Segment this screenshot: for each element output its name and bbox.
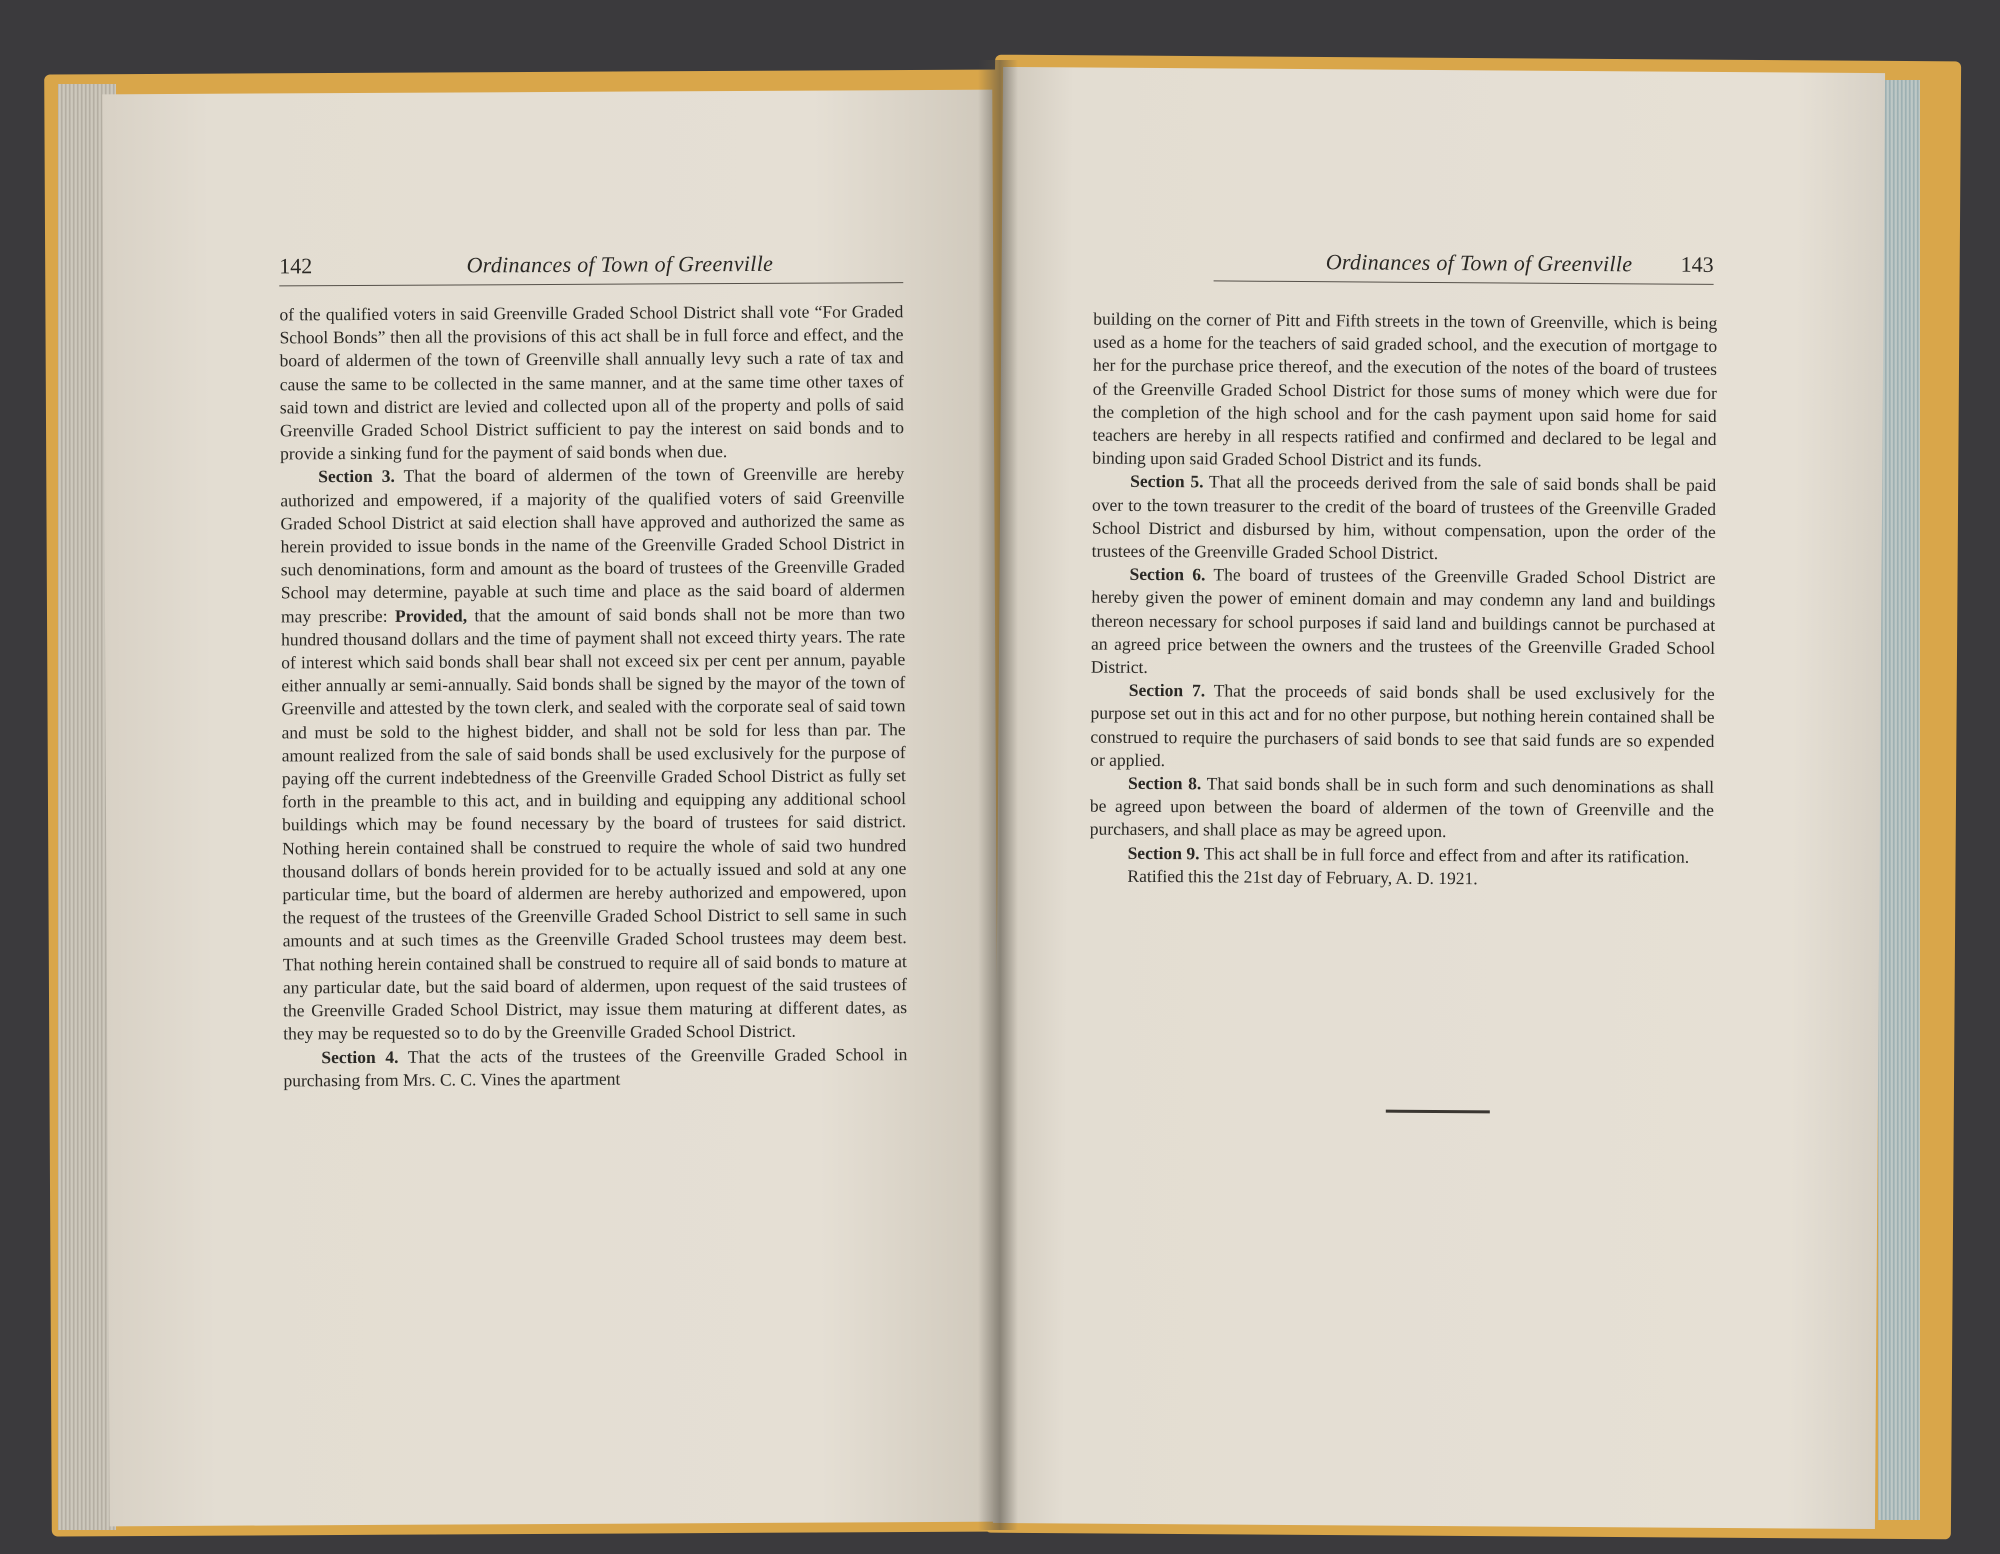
- running-title: Ordinances of Town of Greenville: [466, 250, 774, 278]
- section-label: Section 8.: [1128, 772, 1202, 794]
- right-page-body: [1089, 308, 1717, 892]
- end-rule: [1386, 1110, 1490, 1114]
- running-title: Ordinances of Town of Greenville: [1325, 249, 1633, 277]
- left-page-body: [279, 300, 907, 1092]
- ratification-line: Ratified this the 21st day of February, A. D. 1921.: [1127, 865, 1478, 889]
- section-label: Section 4.: [321, 1046, 399, 1067]
- section-text: That all the proceeds derived from the sale of said bonds shall be paid over to the town treasurer to the credit of the board of trustees of the Greenville Graded School District and disbursed by him, without compensation, upon the order of the trustees of the Greenville Graded School District.: [1091, 471, 1717, 564]
- section-text: that the amount of said bonds shall not be more than two hundred thousand dollars and the time of payment shall not exceed thirty years. The rate of interest which said bonds shall bear shall not exceed six per cent per annum, payable either annually ar semi-annually. Said bonds shall be signed by the mayor of the town of Greenville and attested by the town clerk, and sealed with the corporate seal of said town and must be sold to the highest bidder, and shall not be sold for less than par. The amount realized from the sale of said bonds shall be used exclusively for the purpose of paying off the current indebtedness of the Greenville Graded School District as fully set forth in the preamble to this act, and in building and equipping any additional school buildings which may be found necessary by the board of trustees for said district. Nothing herein contained shall be construed to require the whole of said two hundred thousand dollars of bonds herein provided for to be actually issued and sold at any one particular time, but the board of aldermen are hereby authorized and empowered, upon the request of the trustees of the Greenville Graded School District to sell same in such amounts and at such times as the Greenville Graded School trustees may deem best. That nothing herein contained shall be construed to require all of said bonds to mature at any particular date, but the said board of aldermen, upon request of the said trustees of the Greenville Graded School District, may issue them maturing at different dates, as they may be requested so to do by the Greenville Graded School District.: [281, 602, 908, 1044]
- paragraph-continuation: of the qualified voters in said Greenville Graded School District shall vote “For Graded School Bonds” then all the provisions of this act shall be in full force and effect, and the board of aldermen of the town of Greenville shall annually levy such a rate of tax and cause the same to be collected in the same manner, and at the same time other taxes of said town and district are levied and collected upon all of the property and polls of said Greenville Graded School District sufficient to pay the interest on said bonds and to provide a sinking fund for the payment of said bonds when due.: [279, 301, 905, 464]
- left-page-header: [279, 250, 903, 286]
- paragraph-section-7: [1090, 679, 1715, 776]
- section-text: That the board of aldermen of the town of Greenville are hereby authorized and empowered, if a majority of the qualified voters of said Greenville Graded School District at said election shall have approved and authorized the same as herein provided to issue bonds in the name of the Greenville Graded School District in such denominations, form and amount as the board of trustees of the Greenville Graded School may determine, payable at such time and place as the said board of aldermen may prescribe:: [280, 463, 905, 627]
- section-label: Section 7.: [1128, 680, 1206, 701]
- section-label: Section 6.: [1129, 564, 1206, 585]
- paragraph-section-5: [1092, 470, 1717, 567]
- section-text: This act shall be in full force and effect from and after its ratification.: [1199, 843, 1690, 867]
- paragraph-section-4: [283, 1043, 907, 1093]
- page-edges-right: [1878, 80, 1920, 1520]
- page-number: 142: [279, 253, 313, 279]
- right-page: [993, 67, 1885, 1529]
- right-page-header: [1214, 248, 1714, 284]
- section-label: Section 5.: [1130, 471, 1204, 492]
- paragraph-section-6: [1091, 563, 1716, 683]
- section-text: That said bonds shall be in such form and such denominations as shall be agreed upon between the board of aldermen of the town of Greenville and the purchasers, and shall place as may be agreed upon.: [1089, 773, 1715, 842]
- section-label: Section 3.: [318, 466, 395, 487]
- book-gutter: [978, 60, 1018, 1530]
- left-page: [102, 90, 999, 1527]
- provided-label: Provided,: [394, 605, 468, 626]
- page-number: 143: [1680, 251, 1714, 277]
- paragraph-continuation: building on the corner of Pitt and Fifth streets in the town of Greenville, which is being used as a home for the teachers of said graded school, and the execution of mortgage to her for the purchase price thereof, and the execution of the notes of the board of trustees of the Greenville Graded School District for those sums of money which were due for the completion of the high school and for the cash payment upon said home for said teachers are hereby in all respects ratified and confirmed and declared to be legal and binding upon said Graded School District and its funds.: [1092, 308, 1718, 471]
- section-label: Section 9.: [1127, 842, 1200, 864]
- section-text: That the acts of the trustees of the Greenville Graded School in purchasing from Mrs. C. C. Vines the apartment: [283, 1043, 908, 1091]
- section-text: That the proceeds of said bonds shall be used exclusively for the purpose set out in this act and for no other purpose, but nothing herein contained shall be construed to require the purchasers of said bonds to see that said funds are so expended or applied.: [1090, 680, 1715, 770]
- paragraph-section-8: [1090, 772, 1714, 846]
- section-text: The board of trustees of the Greenville Graded School District are hereby given the power of eminent domain and may condemn any land and buildings thereon necessary for school purposes if said land and buildings cannot be purchased at an agreed price between the owners and the trustees of the Greenville Graded School District.: [1090, 564, 1716, 678]
- paragraph-section-3: [280, 463, 907, 1046]
